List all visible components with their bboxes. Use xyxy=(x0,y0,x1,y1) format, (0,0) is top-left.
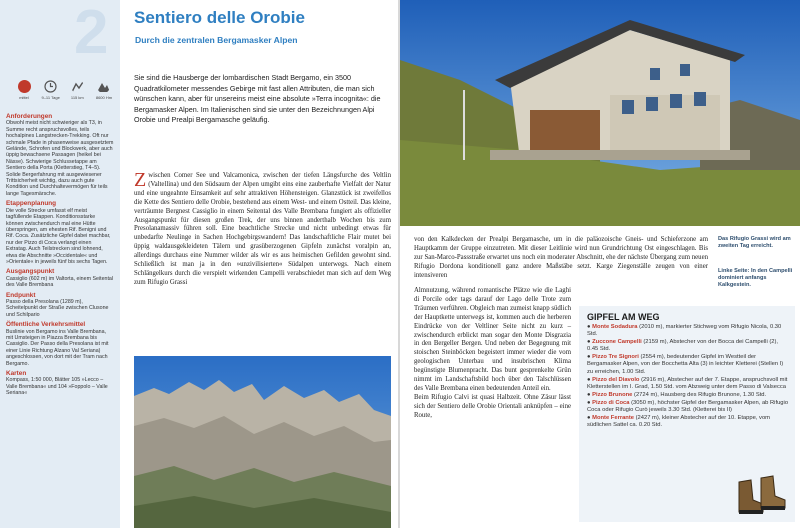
peaks-box xyxy=(579,306,795,522)
sidebar-text: Passo della Presolana (1289 m), Scheitelpunkt der Straße zwischen Clusone und Schilpario xyxy=(6,298,109,318)
stat-duration xyxy=(39,80,63,100)
sidebar-text: Cassiglio (602 m) im Valtorta, einem Seitental des Valle Brembana xyxy=(6,275,114,289)
peak-item: ● Pizzo Tre Signori (2554 m), bedeutender Gipfel im Westteil der Bergamasker Alpen, von der Bocchetta Alta (3) in leichter Kletterei (Stellen I) zu erreichen, 1.00 Std. xyxy=(587,354,784,375)
peak-item: ● Monte Ferrante (2427 m), kleiner Abstecher auf der 10. Etappe, vom südlichen Sattel ca. 0.20 Std. xyxy=(587,415,770,429)
intro-text: Sie sind die Hausberge der lombardischen Stadt Bergamo, ein 3500 Quadratkilometer messendes Gebirge mit fast allen Attributen, die man sich wünschen kann, aber für unsereins meist eine absolute »Terra incognita«: die Bergamasker Alpen. Im Italienischen sind sie unter den Bezeichnungen Alpi Orobie und Prealpi Bergamasche geläufig. xyxy=(134,73,381,125)
sidebar-heading: Öffentliche Verkehrsmittel xyxy=(6,321,86,329)
info-sidebar xyxy=(0,0,120,528)
sidebar-text: Kompass, 1:50 000, Blätter 105 »Lecco – Valle Brembana« und 104 »Foppolo – Valle Seriana« xyxy=(6,377,108,397)
drop-cap: Z xyxy=(134,169,147,191)
distance-icon xyxy=(71,80,84,93)
body-text: Almnutzung, während romantische Plätze wie die Laghi di Porcile oder tags darauf der Lago delle Trote zum Träumen verführen. Obgleich man zumeist knapp südlich der Hauptkette unterwegs ist, kommen auch die herberen Eindrücke von der Veltliner Seite nicht zu kurz – zwischendurch erblickt man sogar den Monte Disgrazia in den Bergeller Bergen. Und neben der Begegnung mit stoischen Steinböcken begeistert immer wieder die vom geologischen Unterbau und insubrischen Klima begünstigte Blumenpracht. Das bunt gesprenkelte Grün nimmt im Landschaftsbild hoch über den Talschlüssen des Valle Brembana einen bedeutenden Anteil ein. xyxy=(414,287,571,392)
body-right-column xyxy=(414,287,571,421)
peak-text: (2916 m), Abstecher auf der 7. Etappe, anspruchsvoll mit Kletterstellen im I. Grad, 1.50 Std. vom Abzweig unter dem Passo di Valsecca xyxy=(587,376,788,390)
stat-label: 115 km xyxy=(70,95,84,100)
chapter-number: 2 xyxy=(74,0,109,67)
rifugio-grassi-photo xyxy=(400,0,800,226)
peak-text: (2010 m), markierter Stichweg vom Rifugio Nicola, 0.30 Std. xyxy=(587,324,782,338)
peak-text: (2724 m), Hausberg des Rifugio Brunone, 1.30 Std. xyxy=(634,391,767,398)
body-text: Beim Rifugio Calvi ist quasi Halbzeit. Ohne Zäsur lässt sich der Sentiero delle Orobie Orientali anknüpfen – eine Route, xyxy=(414,393,571,419)
peak-name: Monte Ferrante xyxy=(592,415,634,422)
stat-label: 9–11 Tage xyxy=(41,95,60,100)
clock-icon xyxy=(44,80,57,93)
stat-distance xyxy=(65,80,89,100)
intro-paragraph xyxy=(134,73,391,126)
body-text: von den Kalkdecken der Prealpi Bergamasche, um in die paläozoische Gneis- und Schieferzone am Hauptkamm der Gruppe einzutreten. Mit dieser Leitlinie wird nun Grundrichtung Ost eingeschlagen. Bis zur San-Marco-Passstraße erwartet uns noch ein moderater Abschnitt, ehe der nächste Übergang zum neuen Rifugio Dordona konditionell ganz andere Maßstäbe setzt. Karge Ziegenställe zeugen von einer intensiveren xyxy=(414,236,708,279)
body-left xyxy=(134,169,391,288)
difficulty-icon xyxy=(18,80,31,93)
stat-difficulty xyxy=(12,80,36,100)
page-title: Sentiero delle Orobie xyxy=(134,8,305,27)
peak-name: Pizzo del Diavolo xyxy=(592,376,640,383)
sidebar-heading: Anforderungen xyxy=(6,113,53,120)
body-right-top xyxy=(414,236,708,281)
elevation-icon xyxy=(97,80,110,93)
sidebar-text: Die volle Strecke umfasst elf meist tagfüllende Etappen. Konditionsstarke können zwischendurch mal eine Hütte überspringen, am ehesten Rif. Benigni und Rif. Coca. Zusätzliche Gipfel dabei machbar, nur der Pizzo di Coca verlangt einen Extratag. Auch Teilstrecken sind lohnend, etwa die Abschnitte »Occidentale« und »Orientale« in jeweils fünf bis sechs Tagen. xyxy=(6,207,111,265)
photo-caption-left: Linke Seite: In den Campelli dominiert anfangs Kalkgestein. xyxy=(718,268,793,288)
peak-text: (2159 m), Abstecher von der Bocca dei Campelli (2), 0.45 Std. xyxy=(587,339,779,353)
photo-caption-right: Das Rifugio Grassi wird am zweiten Tag erreicht. xyxy=(718,236,791,249)
sidebar-heading: Etappenplanung xyxy=(6,200,57,208)
peak-item: ● Pizzo Brunone (2724 m), Hausberg des Rifugio Brunone, 1.30 Std. xyxy=(587,391,767,398)
sidebar-body xyxy=(6,110,114,397)
sidebar-heading: Endpunkt xyxy=(6,291,36,299)
sidebar-heading: Ausgangspunkt xyxy=(6,268,55,276)
stat-label: 8600 Hm xyxy=(95,95,113,100)
peak-name: Pizzo Tre Signori xyxy=(592,354,639,361)
page-subtitle: Durch die zentralen Bergamasker Alpen xyxy=(135,35,298,45)
stat-elevation xyxy=(92,80,116,100)
peak-text: (2427 m), kleiner Abstecher auf der 10. Etappe, vom südlichen Sattel ca. 0.20 Std. xyxy=(587,415,770,429)
peaks-heading: GIPFEL AM WEG xyxy=(587,312,660,322)
body-text: wischen Comer See und Valcamonica, zwischen der tiefen Längsfurche des Veltlin (Valtellina) und den Südsaum der Alpen umgibt eins eine zauberhafte Vielfalt der Natur und eine ungeahnte Einsamkeit auf sehr attraktiven Höhensteigen. Glanzstück ist zweifellos die Kette des Sentiero delle Orobie, bestehend aus einem West- und einem Ostteil. Das kleine, verträumte Bergnest Cassiglio in einem Seitental des Valle Brembana fungiert als offizieller Ausgangspunkt für diesen großen Trek, der uns binnen anderthalb Wochen bis zum Presolanamassiv führen soll. Eine beachtliche Strecke und nicht unbedingt etwas für unbedarfte Neulinge in Sachen Hochgebirgswandern! Das landschaftliche Flair mutet bei üppig waldausgekleideten Tälern und grasüberzogenen Gipfeln zunächst voralpin an, allerdings durchaus eine Nummer wilder als wir es aus heimischen Gefilden gewohnt sind. Schließlich ist man ja in den »unzivilisierten« Südalpen unterwegs. Nach einem Schlängelkurs durch die verspielt wirkenden Campelli verabschiedet man sich auf dem Weg zum Rifugio Grassi xyxy=(134,172,391,286)
sidebar-text: Buslinie von Bergamo ins Valle Brembana, mit Umsteigen in Piazza Brembana bis Cassiglio. Der Passo della Presolana ist mit einer Linie Richtung Alzano Val Seriana) angeschlossen, von dort mit der Tram nach Bergamo. xyxy=(6,328,109,367)
peak-item: ● Pizzo di Coca (3050 m), höchster Gipfel der Bergamasker Alpen, ab Rifugio Coca oder Rifugio Curò jeweils 3.30 Std. (Kletterei bis II) xyxy=(587,399,789,414)
peak-text: (2554 m), bedeutender Gipfel im Westteil der Bergamasker Alpen, von der Bocchetta Alta (3) in leichter Kletterei (Stellen I) zu erreichen, 1.00 Std. xyxy=(587,354,784,375)
peak-name: Monte Sodadura xyxy=(592,324,638,330)
stat-label: mittel xyxy=(19,95,29,100)
stats-row xyxy=(12,80,116,100)
sidebar-text: Obwohl meist nicht schwieriger als T3, in Summe recht anspruchsvolles, teils hochalpines Langstrecken-Trekking. Oft nur schmale Pfade in phasenweise ausgesetztem Gelände, Schrofen und Blockwerk, aber auch üppig bewachsene Passagen (heikel bei Nässe). Schwierige Schlussetappe am Sentiero della Porta (Kletterstieg, T4–5). Solide Bergerfahrung mit ausgewiesener Trittsicherheit wichtig, dazu auch gute Kondition und Durchhaltevermögen für teils lange Tagesmärsche. xyxy=(6,120,114,197)
peak-item: ● Monte Sodadura (2010 m), markierter Stichweg vom Rifugio Nicola, 0.30 Std. xyxy=(587,324,782,338)
sidebar-heading: Karten xyxy=(6,370,27,378)
peak-name: Pizzo di Coca xyxy=(592,399,630,406)
peak-text: (3050 m), höchster Gipfel der Bergamasker Alpen, ab Rifugio Coca oder Rifugio Curò jeweils 3.30 Std. (Kletterei bis II) xyxy=(587,399,789,414)
hiking-boots-illustration xyxy=(735,472,789,516)
limestone-ridge-photo xyxy=(134,356,391,528)
peak-name: Zuccone Campelli xyxy=(592,339,642,346)
peak-item: ● Zuccone Campelli (2159 m), Abstecher von der Bocca dei Campelli (2), 0.45 Std. xyxy=(587,339,779,353)
peak-name: Pizzo Brunone xyxy=(592,391,633,398)
peak-item: ● Pizzo del Diavolo (2916 m), Abstecher auf der 7. Etappe, anspruchsvoll mit Kletterstellen im I. Grad, 1.50 Std. vom Abzweig unter dem Passo di Valsecca xyxy=(587,376,788,390)
